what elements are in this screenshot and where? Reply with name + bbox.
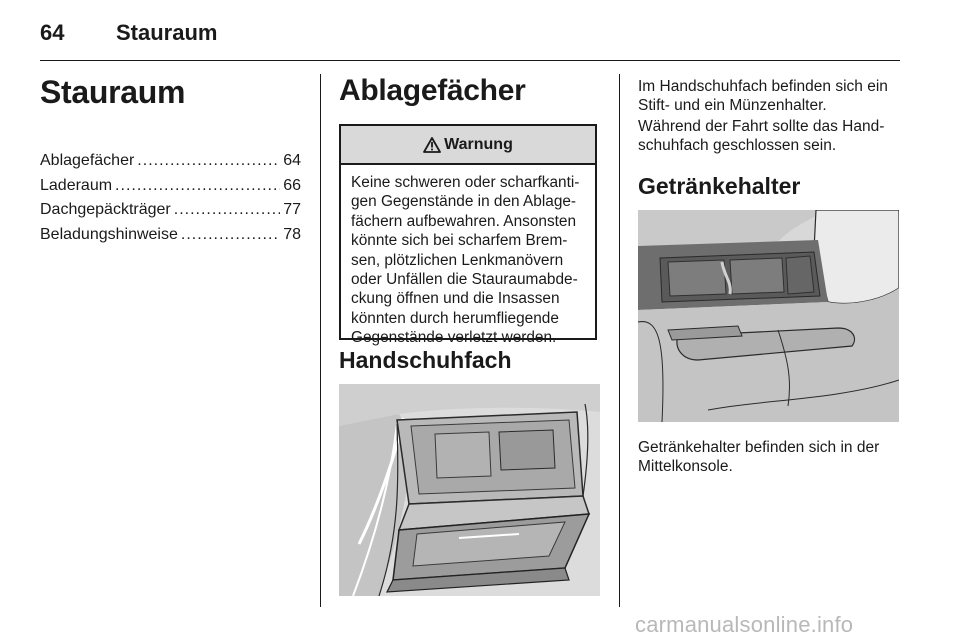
running-header-title: Stauraum [116,20,218,45]
warning-line: könnten durch herumfliegende [351,309,559,327]
text-line: schuhfach geschlossen sein. [638,137,837,154]
toc-entry-page: 78 [283,225,301,243]
warning-line: Gegenstände verletzt werden. [351,329,557,347]
text-line: Stift- und ein Münzenhalter. [638,97,827,114]
cupholder-heading: Getränkehalter [638,173,801,199]
cupholder-text [638,438,900,476]
warning-line: oder Unfällen die Stauraumabde- [351,271,578,289]
text-line: Während der Fahrt sollte das Hand- [638,118,885,135]
glovebox-heading: Handschuhfach [339,347,512,373]
warning-line: sen, plötzlichen Lenkmanövern [351,251,564,269]
text-line: Im Handschuhfach befinden sich ein [638,78,888,95]
toc-entry[interactable] [40,223,301,248]
warning-line: fächern aufbewahren. Ansonsten [351,212,577,230]
section-title: Ablagefächer [339,74,526,107]
toc-entry-label: Beladungshinweise [40,225,178,243]
toc-leader-dots [174,198,280,223]
glovebox-illustration [339,384,600,596]
header-rule [40,60,900,61]
chapter-toc [40,149,301,247]
chapter-title: Stauraum [40,74,186,110]
glovebox-note [638,117,900,155]
warning-line: Keine schweren oder scharfkanti- [351,174,580,191]
toc-leader-dots [137,149,280,174]
toc-entry-page: 66 [283,176,301,194]
toc-entry-page: 64 [283,152,301,169]
page-number: 64 [40,20,65,45]
toc-entry-label: Dachgepäckträger [40,201,171,218]
warning-line: ckung öffnen und die Insassen [351,290,560,308]
toc-entry-label: Ablagefächer [40,152,135,169]
glovebox-text [638,77,900,115]
warning-line: könnte sich bei scharfem Brem- [351,232,568,250]
toc-entry-label: Laderaum [40,176,113,194]
warning-line: gen Gegenstände in den Ablage- [351,193,577,211]
warning-triangle-icon [423,137,441,153]
toc-entry[interactable] [40,198,301,223]
column-divider-2 [619,74,620,607]
toc-entry[interactable] [40,174,301,199]
watermark: carmanualsonline.info [635,612,854,637]
warning-heading: Warnung [444,135,513,153]
text-line: Getränkehalter befinden sich in der [638,439,880,456]
warning-header [341,126,595,165]
column-divider-1 [320,74,321,607]
toc-leader-dots [115,174,280,199]
warning-box [339,124,597,347]
warning-text [341,165,595,348]
toc-leader-dots [181,223,280,248]
text-line: Mittelkonsole. [638,458,733,475]
cupholder-illustration [638,210,899,422]
toc-entry-page: 77 [283,201,301,218]
toc-entry[interactable] [40,149,301,174]
